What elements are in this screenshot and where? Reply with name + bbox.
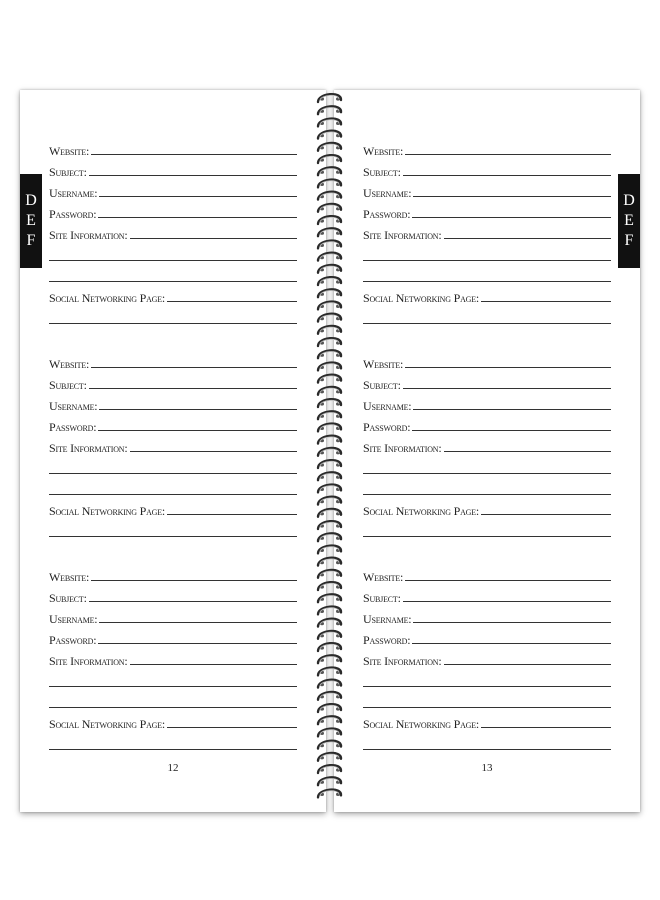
spiral-coil: [318, 155, 341, 163]
spiral-coil: [318, 546, 341, 554]
field-label: Password:: [49, 420, 97, 434]
field-label: Username:: [363, 612, 412, 626]
field-label: Username:: [49, 612, 98, 626]
field-label: Subject:: [363, 378, 401, 392]
spiral-coil: [318, 350, 341, 358]
spiral-coil: [318, 704, 341, 712]
spiral-coil: [318, 655, 341, 663]
spiral-coil: [318, 558, 341, 566]
spiral-coil: [318, 143, 341, 151]
spiral-coil: [318, 192, 341, 200]
field-label: Social Networking Page:: [363, 504, 480, 518]
spiral-coil: [318, 448, 341, 456]
field-label: Subject:: [49, 378, 87, 392]
spiral-coil: [318, 131, 341, 139]
field-label: Website:: [49, 570, 90, 584]
spiral-coil: [318, 777, 341, 785]
tab-letter: E: [624, 212, 634, 229]
spiral-coil: [318, 668, 341, 676]
spiral-coil: [318, 485, 341, 493]
spiral-coil: [318, 607, 341, 615]
spiral-coil: [318, 533, 341, 541]
field-label: Site Information:: [49, 654, 128, 668]
spiral-coil: [318, 619, 341, 627]
field-label: Website:: [363, 357, 404, 371]
tab-letter: F: [624, 232, 634, 249]
spiral-coil: [318, 692, 341, 700]
spiral-coil: [318, 680, 341, 688]
field-label: Password:: [49, 633, 97, 647]
field-label: Website:: [363, 144, 404, 158]
field-label: Password:: [363, 207, 411, 221]
field-label: Social Networking Page:: [49, 717, 166, 731]
spiral-coil: [318, 228, 341, 236]
tab-letter: E: [26, 212, 36, 229]
spiral-coil: [318, 790, 341, 798]
spiral-coil: [318, 509, 341, 517]
tab-letter: D: [623, 192, 635, 209]
field-label: Subject:: [49, 591, 87, 605]
spiral-coil: [318, 399, 341, 407]
spiral-coil: [318, 631, 341, 639]
spiral-coil: [318, 314, 341, 322]
spiral-coil: [318, 326, 341, 334]
spiral-coil: [318, 216, 341, 224]
spiral-coil: [318, 277, 341, 285]
field-label: Site Information:: [49, 228, 128, 242]
page-number: 12: [167, 762, 179, 774]
spiral-coil: [318, 424, 341, 432]
spiral-coil: [318, 729, 341, 737]
spiral-coil: [318, 765, 341, 773]
spiral-coil: [318, 241, 341, 249]
spiral-coil: [318, 167, 341, 175]
spiral-coil: [318, 302, 341, 310]
field-label: Password:: [49, 207, 97, 221]
field-label: Password:: [363, 633, 411, 647]
spiral-coil: [318, 253, 341, 261]
spiral-coil: [318, 106, 341, 114]
spiral-coil: [318, 472, 341, 480]
field-label: Username:: [49, 186, 98, 200]
spiral-coil: [318, 741, 341, 749]
field-label: Subject:: [49, 165, 87, 179]
spiral-coil: [318, 265, 341, 273]
tab-letter: D: [25, 192, 37, 209]
field-label: Username:: [49, 399, 98, 413]
spiral-coil: [318, 204, 341, 212]
field-label: Website:: [363, 570, 404, 584]
spiral-coil: [318, 363, 341, 371]
spiral-coil: [318, 753, 341, 761]
spiral-coil: [318, 643, 341, 651]
spiral-coil: [318, 497, 341, 505]
spiral-coil: [318, 594, 341, 602]
spiral-coil: [318, 180, 341, 188]
spiral-coil: [318, 460, 341, 468]
spiral-coil: [318, 716, 341, 724]
field-label: Site Information:: [49, 441, 128, 455]
field-label: Subject:: [363, 165, 401, 179]
field-label: Username:: [363, 399, 412, 413]
spiral-coil: [318, 338, 341, 346]
field-label: Social Networking Page:: [49, 291, 166, 305]
spiral-coil: [318, 521, 341, 529]
field-label: Social Networking Page:: [363, 291, 480, 305]
spiral-coil: [318, 436, 341, 444]
field-label: Website:: [49, 357, 90, 371]
spiral-coil: [318, 387, 341, 395]
spiral-coil: [318, 289, 341, 297]
spiral-coil: [318, 411, 341, 419]
field-label: Site Information:: [363, 441, 442, 455]
field-label: Social Networking Page:: [363, 717, 480, 731]
field-label: Site Information:: [363, 654, 442, 668]
spiral-coil: [318, 375, 341, 383]
spiral-coil: [318, 94, 341, 102]
page-number: 13: [481, 762, 493, 774]
field-label: Password:: [363, 420, 411, 434]
field-label: Username:: [363, 186, 412, 200]
field-label: Website:: [49, 144, 90, 158]
spiral-coil: [318, 119, 341, 127]
field-label: Social Networking Page:: [49, 504, 166, 518]
spiral-coil: [318, 582, 341, 590]
field-label: Site Information:: [363, 228, 442, 242]
spiral-coil: [318, 570, 341, 578]
field-label: Subject:: [363, 591, 401, 605]
tab-letter: F: [26, 232, 36, 249]
